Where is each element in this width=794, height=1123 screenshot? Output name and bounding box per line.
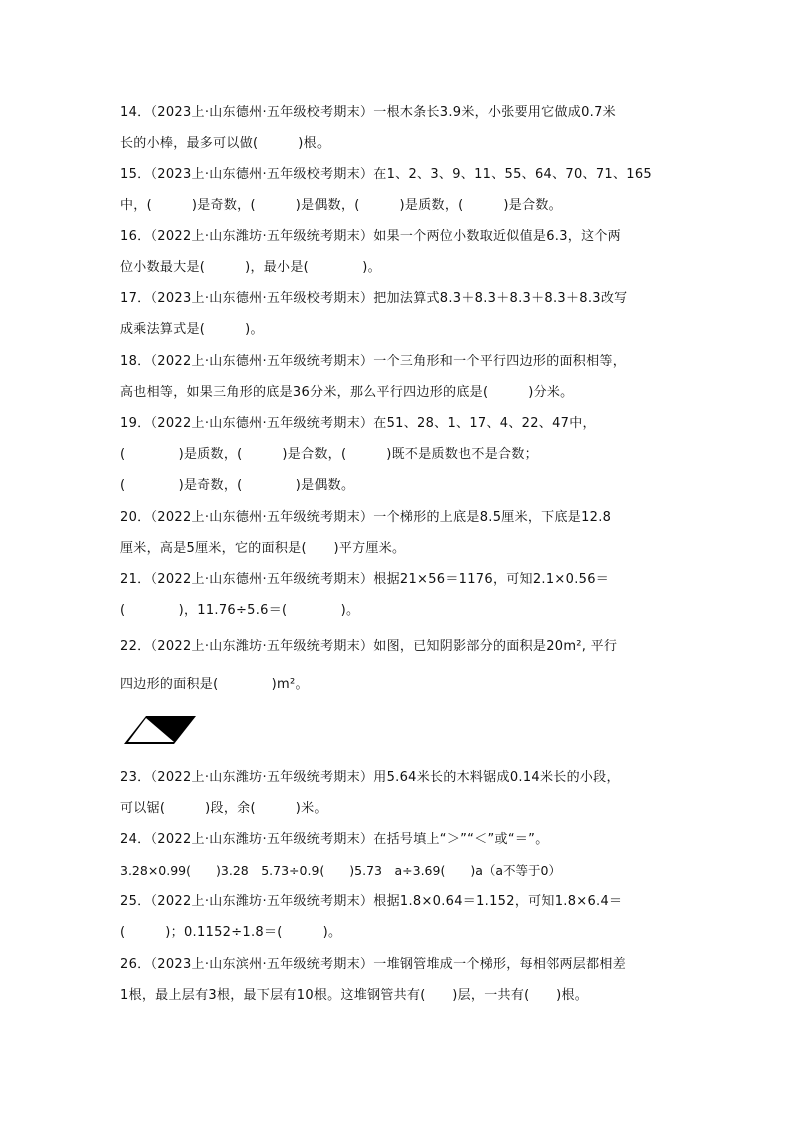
q24-line1: 24．（2022上·山东潍坊·五年级统考期末）在括号填上“＞”“＜”或“＝”。 (120, 832, 549, 847)
q25-line1: 25．（2022上·山东潍坊·五年级统考期末）根据1.8×0.64＝1.152，可知1.8×6.4＝ (120, 894, 623, 909)
q20-line2: 厘米，高是5厘米，它的面积是( )平方厘米。 (120, 541, 406, 556)
q19-line3: ( )是奇数，( )是偶数。 (120, 478, 355, 493)
parallelogram-figure (122, 714, 198, 746)
q15-line1: 15．（2023上·山东德州·五年级校考期末）在1、2、3、9、11、55、64、70、71、165 (120, 167, 652, 182)
q17-line1: 17．（2023上·山东德州·五年级校考期末）把加法算式8.3＋8.3＋8.3＋8.3＋8.3改写 (120, 291, 628, 306)
q20-line1: 20．（2022上·山东德州·五年级统考期末）一个梯形的上底是8.5厘米，下底是12.8 (120, 510, 612, 525)
q22-line2: 四边形的面积是( )m²。 (120, 677, 309, 692)
q23-line2: 可以锯( )段，余( )米。 (120, 801, 328, 816)
q19-line2: ( )是质数，( )是合数，( )既不是质数也不是合数； (120, 447, 538, 462)
q25-line2: ( )；0.1152÷1.8＝( )。 (120, 925, 342, 940)
q17-line2: 成乘法算式是( )。 (120, 322, 264, 337)
q26-line2: 1根，最上层有3根，最下层有10根。这堆钢管共有( )层，一共有( )根。 (120, 988, 589, 1003)
q14-line1: 14．（2023上·山东德州·五年级校考期末）一根木条长3.9米，小张要用它做成0.7米 (120, 105, 616, 120)
q23-line1: 23．（2022上·山东潍坊·五年级统考期末）用5.64米长的木料锯成0.14米长的小段， (120, 770, 620, 785)
q16-line2: 位小数最大是( )，最小是( )。 (120, 260, 381, 275)
q21-line1: 21．（2022上·山东德州·五年级统考期末）根据21×56＝1176，可知2.1×0.56＝ (120, 572, 610, 587)
q15-line2: 中，( )是奇数，( )是偶数，( )是质数，( )是合数。 (120, 198, 562, 213)
q21-line2: ( )，11.76÷5.6＝( )。 (120, 603, 360, 618)
q26-line1: 26．（2023上·山东滨州·五年级统考期末）一堆钢管堆成一个梯形，每相邻两层都相差 (120, 957, 626, 972)
q16-line1: 16．（2022上·山东潍坊·五年级统考期末）如果一个两位小数取近似值是6.3，这个两 (120, 229, 621, 244)
q19-line1: 19．（2022上·山东德州·五年级统考期末）在51、28、1、17、4、22、47中， (120, 416, 596, 431)
q18-line2: 高也相等，如果三角形的底是36分米，那么平行四边形的底是( )分米。 (120, 385, 574, 400)
q14-line2: 长的小棒，最多可以做( )根。 (120, 136, 331, 151)
q22-line1: 22．（2022上·山东潍坊·五年级统考期末）如图，已知阴影部分的面积是20m², 平行 (120, 639, 618, 654)
q24-line2: 3.28×0.99( )3.28 5.73÷0.9( )5.73 a÷3.69( )a（a不等于0） (120, 863, 561, 878)
q18-line1: 18．（2022上·山东德州·五年级统考期末）一个三角形和一个平行四边形的面积相等， (120, 354, 626, 369)
